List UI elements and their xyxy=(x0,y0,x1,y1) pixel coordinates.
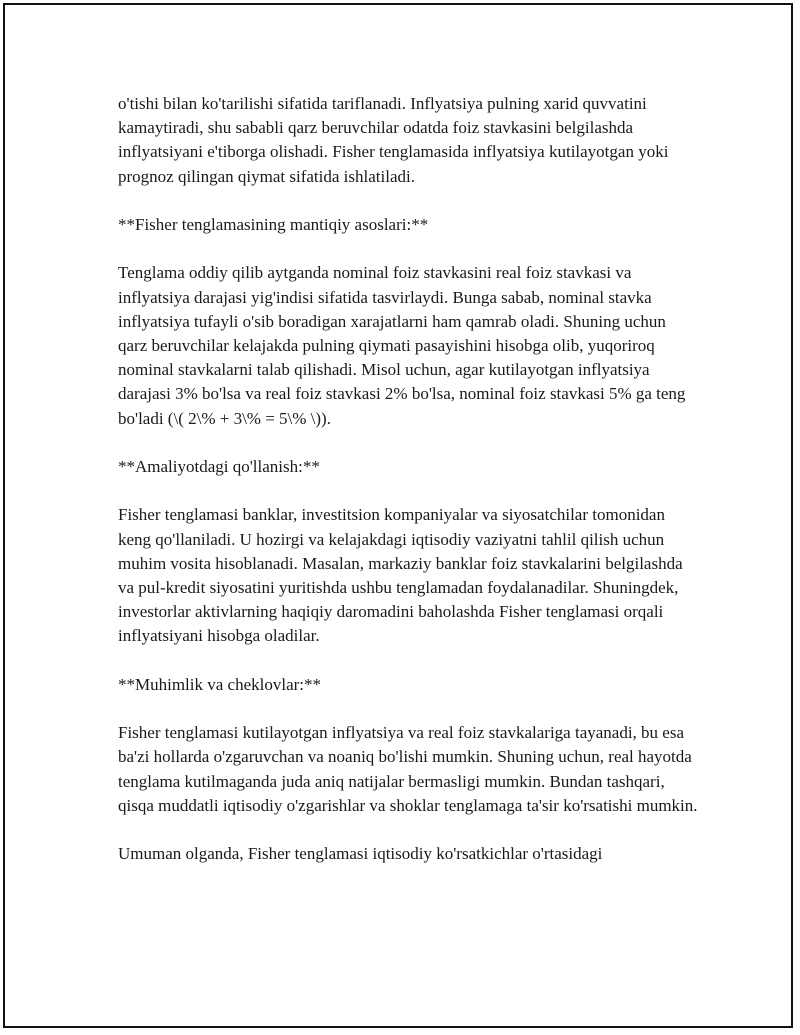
heading-logical-foundations: **Fisher tenglamasining mantiqiy asoslari:** xyxy=(118,215,429,234)
paragraph-equation-explanation: Tenglama oddiy qilib aytganda nominal foiz stavkasini real foiz stavkasi va inflyatsiya darajasi yig'indisi sifatida tasvirlaydi. Bunga sabab, nominal stavka inflyatsiya tufayli o'sib boradigan xarajatlarni ham qamrab oladi. Shuning uchun qarz beruvchilar kelajakda pulning qiymati pasayishini hisobga olib, yuqoriroq nominal stavkalarni talab qilishadi. Misol uchun, agar kutilayotgan inflyatsiya darajasi 3% bo'lsa va real foiz stavkasi 2% bo'lsa, nominal foiz stavkasi 5% ga teng bo'ladi (\( 2\% + 3\% = 5\% \)). xyxy=(118,263,686,428)
document-body xyxy=(118,92,698,891)
paragraph-importance-limitations: Fisher tenglamasi kutilayotgan inflyatsiya va real foiz stavkalariga tayanadi, bu esa ba'zi hollarda o'zgaruvchan va noaniq bo'lishi mumkin. Shuning uchun, real hayotda tenglama kutilmaganda juda aniq natijalar bermasligi mumkin. Bundan tashqari, qisqa muddatli iqtisodiy o'zgarishlar va shoklar tenglamaga ta'sir ko'rsatishi mumkin. xyxy=(118,723,698,815)
paragraph-inflation-definition: o'tishi bilan ko'tarilishi sifatida tariflanadi. Inflyatsiya pulning xarid quvvatini kamaytiradi, shu sababli qarz beruvchilar odatda foiz stavkasini belgilashda inflyatsiyani e'tiborga olishadi. Fisher tenglamasida inflyatsiya kutilayotgan yoki prognoz qilingan qiymat sifatida ishlatiladi. xyxy=(118,94,669,186)
heading-importance-limitations: **Muhimlik va cheklovlar:** xyxy=(118,674,322,694)
paragraph-conclusion: Umuman olganda, Fisher tenglamasi iqtisodiy ko'rsatkichlar o'rtasidagi xyxy=(118,844,603,864)
paragraph-practical-application: Fisher tenglamasi banklar, investitsion kompaniyalar va siyosatchilar tomonidan keng qo'llaniladi. U hozirgi va kelajakdagi iqtisodiy vaziyatni tahlil qilish uchun muhim vosita hisoblanadi. Masalan, markaziy banklar foiz stavkalarini belgilashda va pul-kredit siyosatini yuritishda ushbu tenglamadan foydalanadilar. Shuningdek, investorlar aktivlarning haqiqiy daromadini baholashda Fisher tenglamasi orqali inflyatsiyani hisobga oladilar. xyxy=(118,505,683,646)
heading-practical-application: **Amaliyotdagi qo'llanish:** xyxy=(118,457,320,476)
